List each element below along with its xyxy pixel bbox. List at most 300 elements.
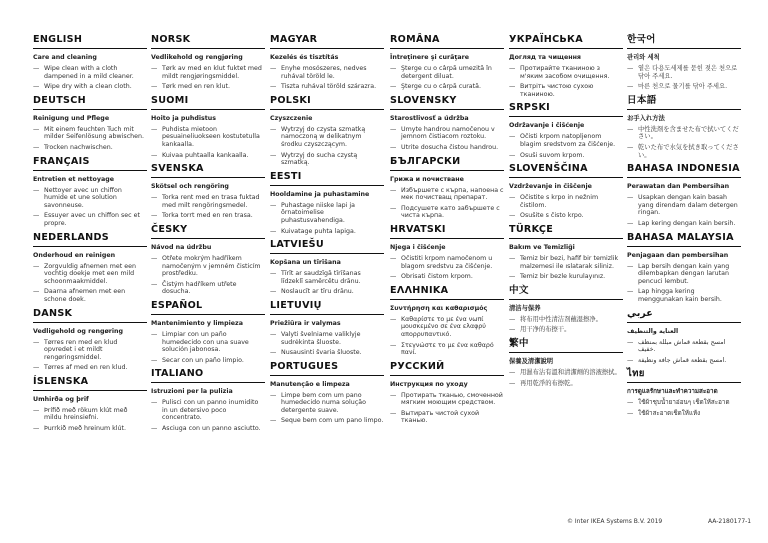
language-heading: БЪЛГАРСКИ xyxy=(390,156,504,171)
language-section xyxy=(627,95,741,159)
instruction-text: Избършете с кърпа, напоена с мек почистващ препарат. xyxy=(401,186,504,202)
instruction-item xyxy=(627,194,741,217)
language-section xyxy=(151,300,265,364)
instruction-text: Noslaucīt ar tīru drānu. xyxy=(281,288,354,296)
section-title: Skötsel och rengöring xyxy=(151,183,229,191)
language-heading: NEDERLANDS xyxy=(33,232,147,247)
dash-bullet: — xyxy=(627,262,634,270)
dash-bullet: — xyxy=(270,270,277,278)
section-title: Bakım ve Temizliği xyxy=(509,243,575,251)
instruction-text: Seque bem com um pano limpo. xyxy=(281,417,384,425)
instruction-item xyxy=(627,220,741,228)
dash-bullet: — xyxy=(151,330,158,338)
instruction-item xyxy=(509,152,623,160)
dash-bullet: — xyxy=(627,65,634,72)
instruction-text: Lap bersih dengan kain yang dilembapkan dengan larutan pencuci lembut. xyxy=(638,262,730,285)
section-title: 관리와 세척 xyxy=(627,54,660,61)
language-heading: РУССКИЙ xyxy=(390,361,504,376)
section-title: Reinigung und Pflege xyxy=(33,114,110,122)
instruction-text: Puhastage niiske lapi ja õrnatoimelise puhastusvahendiga. xyxy=(281,201,356,224)
dash-bullet: — xyxy=(627,338,634,346)
dash-bullet: — xyxy=(390,186,397,194)
instruction-item xyxy=(390,205,504,220)
instruction-item xyxy=(33,288,147,303)
dash-bullet: — xyxy=(151,399,158,407)
instruction-item xyxy=(509,326,623,334)
language-heading: POLSKI xyxy=(270,95,384,110)
instruction-item xyxy=(33,339,147,362)
section-title: Întreţinere şi curăţare xyxy=(390,54,470,61)
instruction-item xyxy=(627,410,741,418)
instruction-item xyxy=(627,144,741,159)
language-section xyxy=(33,95,147,152)
language-section xyxy=(151,95,265,159)
instruction-text: Asciuga con un panno asciutto. xyxy=(162,425,261,433)
instruction-item xyxy=(151,357,265,365)
instruction-item xyxy=(509,83,623,98)
section-title: Vedligehold og rengøring xyxy=(33,327,124,335)
language-section xyxy=(509,163,623,220)
language-heading: ESPAÑOL xyxy=(151,300,265,315)
instruction-item xyxy=(627,126,741,141)
instruction-item xyxy=(627,357,741,365)
dash-bullet: — xyxy=(509,254,516,262)
dash-bullet: — xyxy=(627,143,634,151)
dash-bullet: — xyxy=(33,212,40,220)
instruction-text: Umyte handrou namočenou v jemnom čistiacom roztoku. xyxy=(401,125,495,141)
dash-bullet: — xyxy=(627,83,634,91)
instruction-item xyxy=(390,255,504,270)
dash-bullet: — xyxy=(390,254,397,262)
language-section xyxy=(151,163,265,220)
instruction-text: Þurrkið með hreinum klút. xyxy=(44,425,127,433)
language-heading: LIETUVIŲ xyxy=(270,300,384,315)
section-title: Czyszczenie xyxy=(270,114,313,122)
language-heading: ΕΛΛΗΝΙΚΑ xyxy=(390,285,504,300)
dash-bullet: — xyxy=(33,65,40,72)
instruction-text: Tørk med en ren klut. xyxy=(162,83,230,91)
instruction-item xyxy=(270,417,384,425)
instruction-text: Kuivatage puhta lapiga. xyxy=(281,227,356,235)
instruction-text: Протирайте тканиною з м'яким засобом очищення. xyxy=(520,65,610,80)
dash-bullet: — xyxy=(151,280,158,288)
dash-bullet: — xyxy=(627,194,634,202)
instruction-text: Подсушете като забършете с чиста кърпа. xyxy=(401,204,500,220)
instruction-item xyxy=(33,126,147,141)
section-title: 保養及清潔說明 xyxy=(509,357,554,365)
instruction-item xyxy=(270,331,384,346)
language-section xyxy=(270,171,384,235)
instruction-item xyxy=(33,425,147,433)
section-title: Njega i čišćenje xyxy=(390,243,446,251)
instruction-item xyxy=(270,152,384,167)
instruction-text: Kuivaa puhtaalla kankaalla. xyxy=(162,151,249,159)
instruction-item xyxy=(509,369,623,377)
language-heading: FRANÇAIS xyxy=(33,156,147,171)
instruction-item xyxy=(390,392,504,407)
dash-bullet: — xyxy=(509,326,516,334)
instruction-text: Torka rent med en trasa fuktad med milt rengöringsmedel. xyxy=(162,194,260,209)
instruction-text: Wytrzyj do sucha czystą szmatką. xyxy=(281,151,358,167)
instruction-item xyxy=(509,133,623,148)
instruction-item xyxy=(390,273,504,281)
dash-bullet: — xyxy=(390,273,397,281)
dash-bullet: — xyxy=(627,409,634,417)
instruction-text: امسح بقطعة قماش مبللة بمنظف خفيف. xyxy=(638,338,726,354)
language-heading: ไทย xyxy=(627,368,741,383)
dash-bullet: — xyxy=(151,65,158,72)
instruction-item xyxy=(390,126,504,141)
section-title: Mantenimiento y limpieza xyxy=(151,319,243,327)
instruction-item xyxy=(390,187,504,202)
instruction-text: Obrisati čistom krpom. xyxy=(401,273,473,281)
dash-bullet: — xyxy=(270,125,277,133)
language-heading: DEUTSCH xyxy=(33,95,147,110)
dash-bullet: — xyxy=(509,212,516,220)
dash-bullet: — xyxy=(151,425,158,433)
section-title: Istruzioni per la pulizia xyxy=(151,388,233,396)
section-title: Umhirða og þrif xyxy=(33,395,89,403)
section-title: Vzdrževanje in čiščenje xyxy=(509,183,592,191)
language-heading: ITALIANO xyxy=(151,368,265,383)
language-section xyxy=(627,34,741,91)
instruction-item xyxy=(270,288,384,296)
dash-bullet: — xyxy=(509,83,516,91)
language-heading: LATVIEŠU xyxy=(270,239,384,254)
instruction-item xyxy=(390,342,504,357)
instruction-item xyxy=(270,270,384,285)
section-title: Συντήρηση και καθαρισμός xyxy=(390,304,488,312)
section-title: Kezelés és tisztítás xyxy=(270,54,339,61)
instruction-text: Витріть чистою сухою тканиною. xyxy=(520,83,594,98)
instruction-text: Temiz bir bezle kurulayınız. xyxy=(520,273,606,281)
dash-bullet: — xyxy=(270,65,277,72)
language-column xyxy=(151,34,265,437)
dash-bullet: — xyxy=(270,288,277,296)
instruction-text: Enyhe mosószeres, nedves ruhával töröld le. xyxy=(281,65,367,80)
instruction-text: Tīrīt ar saudzīgā tīrīšanas līdzeklī samērcētu drānu. xyxy=(281,270,361,285)
language-section xyxy=(627,163,741,227)
language-section xyxy=(509,224,623,281)
section-title: Hoito ja puhdistus xyxy=(151,114,217,122)
dash-bullet: — xyxy=(509,315,516,323)
instruction-item xyxy=(627,83,741,91)
dash-bullet: — xyxy=(390,65,397,72)
section-title: Entretien et nettoyage xyxy=(33,175,114,183)
instruction-text: Pulisci con un panno inumidito in un detersivo poco concentrato. xyxy=(162,399,259,422)
instruction-text: Očisti krpom natopljenom blagim sredstvom za čišćenje. xyxy=(520,133,616,148)
language-heading: BAHASA INDONESIA xyxy=(627,163,741,178)
language-heading: ENGLISH xyxy=(33,34,147,49)
instruction-item xyxy=(33,263,147,286)
language-section xyxy=(33,376,147,433)
language-section xyxy=(33,34,147,91)
language-heading: MAGYAR xyxy=(270,34,384,49)
instruction-item xyxy=(627,339,741,354)
instruction-text: امسح بقطعة قماش جافة ونظيفة. xyxy=(638,356,727,364)
language-heading: ČESKY xyxy=(151,224,265,239)
instruction-item xyxy=(270,202,384,225)
instruction-item xyxy=(627,399,741,407)
instruction-text: Otřete mokrým hadříkem namočeným v jemném čisticím prostředku. xyxy=(162,254,261,278)
language-heading: SLOVENŠČINA xyxy=(509,163,623,178)
instruction-text: ใช้ผ้าสะอาดเช็ดให้แห้ง xyxy=(638,409,701,417)
language-section xyxy=(390,156,504,220)
instruction-item xyxy=(627,65,741,80)
instruction-item xyxy=(270,83,384,91)
dash-bullet: — xyxy=(270,391,277,399)
section-title: Грижа и почистване xyxy=(390,175,464,183)
instruction-text: Şterge cu o cârpă curată. xyxy=(401,83,481,91)
instruction-text: 用干净的布擦干。 xyxy=(520,326,571,334)
language-section xyxy=(33,308,147,372)
dash-bullet: — xyxy=(627,356,634,364)
instruction-item xyxy=(509,65,623,80)
instruction-text: Daarna afnemen met een schone doek. xyxy=(44,288,126,303)
instruction-text: Zorgvuldig afnemen met een vochtig doekje met een mild schoonmaakmiddel. xyxy=(44,262,137,285)
language-heading: 日本語 xyxy=(627,95,741,110)
instruction-text: Essuyer avec un chiffon sec et propre. xyxy=(44,212,140,227)
dash-bullet: — xyxy=(390,83,397,91)
instruction-item xyxy=(509,255,623,270)
dash-bullet: — xyxy=(270,417,277,425)
instruction-item xyxy=(151,425,265,433)
dash-bullet: — xyxy=(151,356,158,364)
language-section xyxy=(390,285,504,357)
dash-bullet: — xyxy=(33,262,40,270)
article-code: AA-2180177-1 xyxy=(708,518,752,525)
language-section xyxy=(627,308,741,365)
instruction-text: Mit einem feuchten Tuch mit milder Seifenlösung abwischen. xyxy=(44,125,145,141)
instruction-text: Þrífið með rökum klút með mildu hreinsiefni. xyxy=(44,406,128,422)
dash-bullet: — xyxy=(509,194,516,202)
language-section xyxy=(151,224,265,296)
language-heading: УКРАЇНСЬКА xyxy=(509,34,623,49)
language-heading: BAHASA MALAYSIA xyxy=(627,232,741,247)
instruction-item xyxy=(509,380,623,388)
language-section xyxy=(627,232,741,304)
instruction-item xyxy=(390,144,504,152)
instruction-item xyxy=(151,83,265,91)
instruction-text: Wytrzyj do czysta szmatką namoczoną w delikatnym środku czyszczącym. xyxy=(281,125,366,148)
language-section xyxy=(270,300,384,357)
instruction-text: Tørres af med en ren klud. xyxy=(44,364,128,372)
instruction-item xyxy=(33,144,147,152)
instruction-item xyxy=(33,212,147,227)
instruction-text: Secar con un paño limpio. xyxy=(162,356,244,364)
instruction-item xyxy=(390,83,504,91)
dash-bullet: — xyxy=(627,399,634,407)
instruction-text: Trocken nachwischen. xyxy=(44,143,113,151)
dash-bullet: — xyxy=(151,254,158,262)
instruction-item xyxy=(151,152,265,160)
instruction-text: Osušite s čisto krpo. xyxy=(520,212,584,220)
dash-bullet: — xyxy=(627,125,634,133)
section-title: 清洁与保养 xyxy=(509,304,541,312)
instruction-item xyxy=(509,273,623,281)
instruction-text: Lap kering dengan kain bersih. xyxy=(638,219,736,227)
language-section xyxy=(390,224,504,281)
language-heading: عربي xyxy=(627,308,741,323)
dash-bullet: — xyxy=(33,125,40,133)
language-heading: ÍSLENSKA xyxy=(33,376,147,391)
instruction-text: Wipe dry with a clean cloth. xyxy=(44,83,132,91)
instruction-item xyxy=(390,410,504,425)
language-section xyxy=(151,368,265,432)
section-title: Vedlikehold og rengjøring xyxy=(151,54,243,61)
instruction-item xyxy=(390,316,504,339)
instruction-item xyxy=(270,392,384,415)
instruction-text: Şterge cu o cârpă umezită în detergent diluat. xyxy=(401,65,492,80)
language-heading: SRPSKI xyxy=(509,102,623,117)
instruction-text: Lap hingga kering menggunakan kain bersih. xyxy=(638,288,722,303)
instruction-item xyxy=(390,65,504,80)
instruction-item xyxy=(509,316,623,324)
dash-bullet: — xyxy=(509,151,516,159)
instruction-item xyxy=(270,228,384,236)
language-section xyxy=(627,368,741,417)
section-title: Care and cleaning xyxy=(33,54,97,61)
dash-bullet: — xyxy=(33,364,40,372)
dash-bullet: — xyxy=(270,151,277,159)
instruction-item xyxy=(627,288,741,303)
dash-bullet: — xyxy=(33,406,40,414)
instruction-text: Nettoyer avec un chiffon humide et une solution savonneuse. xyxy=(44,186,122,209)
dash-bullet: — xyxy=(390,391,397,399)
dash-bullet: — xyxy=(151,212,158,220)
section-title: お手入れ方法 xyxy=(627,114,665,122)
dash-bullet: — xyxy=(151,125,158,133)
dash-bullet: — xyxy=(390,409,397,417)
language-heading: TÜRKÇE xyxy=(509,224,623,239)
language-section xyxy=(270,239,384,296)
instruction-text: 用濕布沾有溫和清潔劑的溶液擦拭。 xyxy=(520,368,621,376)
dash-bullet: — xyxy=(390,125,397,133)
language-column xyxy=(509,34,623,391)
instruction-item xyxy=(33,187,147,210)
dash-bullet: — xyxy=(627,219,634,227)
copyright: © Inter IKEA Systems B.V. 2019 xyxy=(567,518,663,525)
section-title: การดูแลรักษาและทำความสะอาด xyxy=(627,388,718,396)
instruction-text: Osuši suvom krpom. xyxy=(520,151,585,159)
language-heading: 한국어 xyxy=(627,34,741,49)
section-title: Starostlivosť a údržba xyxy=(390,114,469,122)
dash-bullet: — xyxy=(509,368,516,376)
dash-bullet: — xyxy=(390,315,397,323)
language-section xyxy=(270,361,384,425)
dash-bullet: — xyxy=(33,186,40,194)
section-title: Manutenção e limpeza xyxy=(270,380,350,388)
language-section xyxy=(509,338,623,387)
language-column xyxy=(270,34,384,429)
dash-bullet: — xyxy=(33,83,40,91)
instruction-item xyxy=(509,212,623,220)
language-column xyxy=(390,34,504,429)
instruction-text: Вытирать чистой сухой тканью. xyxy=(401,409,480,425)
language-heading: EESTI xyxy=(270,171,384,186)
section-title: Инструкция по уходу xyxy=(390,380,468,388)
instruction-text: Καθαρίστε το με ένα νωπί μουσκεμένο σε ένα ελαφρύ απορρυπαντικό. xyxy=(401,315,486,338)
language-heading: HRVATSKI xyxy=(390,224,504,239)
section-title: Догляд та чищення xyxy=(509,54,581,61)
dash-bullet: — xyxy=(390,204,397,212)
instruction-text: Čistým hadříkem utřete dosucha. xyxy=(162,280,237,296)
language-section xyxy=(270,34,384,91)
instruction-item xyxy=(151,281,265,296)
instruction-item xyxy=(151,255,265,278)
instruction-text: Tørk av med en klut fuktet med mildt rengjøringsmiddel. xyxy=(162,65,262,80)
section-title: Návod na údržbu xyxy=(151,243,212,251)
instruction-item xyxy=(33,407,147,422)
instruction-text: Στεγνώστε το με ένα καθαρό πανί. xyxy=(401,341,494,357)
dash-bullet: — xyxy=(627,288,634,296)
instruction-text: 将布用中性清洁剂蘸湿擦净。 xyxy=(520,315,602,323)
dash-bullet: — xyxy=(390,143,397,151)
dash-bullet: — xyxy=(151,83,158,91)
language-section xyxy=(390,95,504,152)
dash-bullet: — xyxy=(151,151,158,159)
dash-bullet: — xyxy=(33,288,40,296)
language-heading: 中文 xyxy=(509,285,623,300)
instruction-item xyxy=(151,194,265,209)
language-section xyxy=(390,34,504,91)
section-title: Priežiūra ir valymas xyxy=(270,319,341,327)
instruction-text: ใช้ผ้าชุบน้ำยาอ่อนๆ เช็ดให้สะอาด xyxy=(638,399,730,407)
section-title: Perawatan dan Pembersihan xyxy=(627,183,730,191)
instruction-text: Limpiar con un paño humedecido con una suave solución jabonosa. xyxy=(162,330,249,354)
dash-bullet: — xyxy=(270,349,277,357)
instruction-text: Usapkan dengan kain basah yang direndam dalam detergen ringan. xyxy=(638,194,738,217)
language-heading: SVENSKA xyxy=(151,163,265,178)
instruction-text: 再用乾淨的布擦乾。 xyxy=(520,379,577,387)
instruction-text: Valyti švelniame valiklyje sudrėkinta šluoste. xyxy=(281,330,361,346)
instruction-text: Limpe bem com um pano humedecido numa solução detergente suave. xyxy=(281,391,366,414)
language-section xyxy=(151,34,265,91)
instruction-item xyxy=(151,65,265,80)
section-title: Penjagaan dan pembersihan xyxy=(627,251,729,259)
instruction-text: 마른 천으로 물기를 닦아 주세요. xyxy=(638,83,728,91)
dash-bullet: — xyxy=(33,425,40,433)
language-section xyxy=(33,156,147,228)
section-title: Onderhoud en reinigen xyxy=(33,251,116,259)
instruction-item xyxy=(33,65,147,80)
dash-bullet: — xyxy=(270,201,277,209)
language-section xyxy=(509,102,623,159)
instruction-item xyxy=(151,126,265,149)
dash-bullet: — xyxy=(509,273,516,281)
language-heading: SUOMI xyxy=(151,95,265,110)
section-title: Kopšana un tīrīšana xyxy=(270,259,341,267)
instruction-item xyxy=(270,65,384,80)
dash-bullet: — xyxy=(33,338,40,346)
instruction-text: 中性洗剤を含ませた布で拭いてください。 xyxy=(638,125,739,141)
instruction-text: Puhdista mietoon pesuaineliuokseen kostutetulla kankaalla. xyxy=(162,125,260,148)
instruction-text: Temiz bir bezi, hafif bir temizlik malzemesi ile ıslatarak siliniz. xyxy=(520,254,619,270)
language-heading: DANSK xyxy=(33,308,147,323)
language-column xyxy=(33,34,147,437)
section-title: Hooldamine ja puhastamine xyxy=(270,190,370,198)
section-title: Održavanje i čišćenje xyxy=(509,122,585,130)
section-title: العناية والتنظيف xyxy=(627,327,679,335)
instruction-item xyxy=(509,194,623,209)
instruction-item xyxy=(270,349,384,357)
instruction-item xyxy=(151,212,265,220)
instruction-text: 乾いた布で水気を拭き取ってください。 xyxy=(638,143,739,159)
dash-bullet: — xyxy=(390,341,397,349)
instruction-item xyxy=(270,126,384,149)
language-heading: 繁中 xyxy=(509,338,623,353)
dash-bullet: — xyxy=(33,143,40,151)
